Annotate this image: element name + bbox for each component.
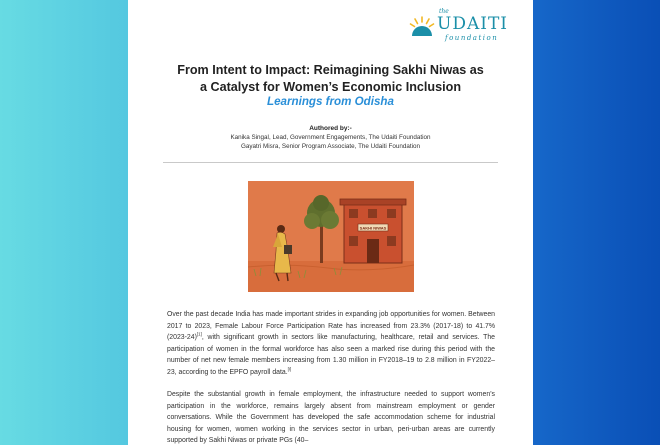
footnote-ref-1[interactable]: [1] xyxy=(196,331,202,337)
logo-the-text: the xyxy=(439,8,449,15)
author-line-1: Kanika Singal, Lead, Government Engagements, The Udaiti Foundation xyxy=(230,134,431,141)
document-title xyxy=(148,62,513,96)
section-divider xyxy=(163,162,498,163)
authored-by-label: Authored by:- xyxy=(309,125,352,132)
document-subtitle: Learnings from Odisha xyxy=(267,95,394,108)
footnote-ref-2[interactable]: [i] xyxy=(287,366,292,372)
author-line-2: Gayatri Misra, Senior Program Associate, The Udaiti Foundation xyxy=(240,143,421,150)
udaiti-sunrise-icon xyxy=(409,16,435,38)
illustration-woman-walking-to-sakhi-niwas xyxy=(248,181,414,292)
paragraph-1-part-2: , with significant growth in sectors like manufacturing, healthcare, retail and services. The participation of women in the formal workforce has also seen a marked rise during this period with the number of net new female members increasing from 1.30 million in FY2018–19 to 2.8 million in FY2022–23, according to the EPFO payroll data. xyxy=(167,334,495,376)
left-background-panel xyxy=(0,0,128,445)
title-line-1: From Intent to Impact: Reimagining Sakhi Niwas as xyxy=(177,63,484,77)
udaiti-logo xyxy=(409,10,519,44)
logo-name-text: UDAITI xyxy=(437,14,509,34)
body-paragraph-2: Despite the substantial growth in female employment, the infrastructure needed to support women’s participation in the workforce, remains largely absent from mainstream employment or gender conversations. While the Government has developed the safe accommodation scheme for industrial housing for women, women working in the services sector in urban, peri-urban areas are currently supported by Sakhi Niwas or private PGs (40– xyxy=(167,391,495,444)
logo-foundation-text: foundation xyxy=(445,34,499,42)
document-page xyxy=(128,0,533,445)
title-line-2: a Catalyst for Women’s Economic Inclusion xyxy=(199,80,462,94)
body-paragraph-1 xyxy=(167,309,495,378)
paragraph-1-part-1: Over the past decade India has made important strides in expanding job opportunities for women. Between 2017 to 2023, Female Labour Force Participation Rate has increased from 23.3% (2017-18) to 41.7% (2023-24) xyxy=(167,311,495,341)
building-sign-text: SAKHI NIWAS xyxy=(359,225,387,231)
right-background-panel xyxy=(533,0,660,445)
